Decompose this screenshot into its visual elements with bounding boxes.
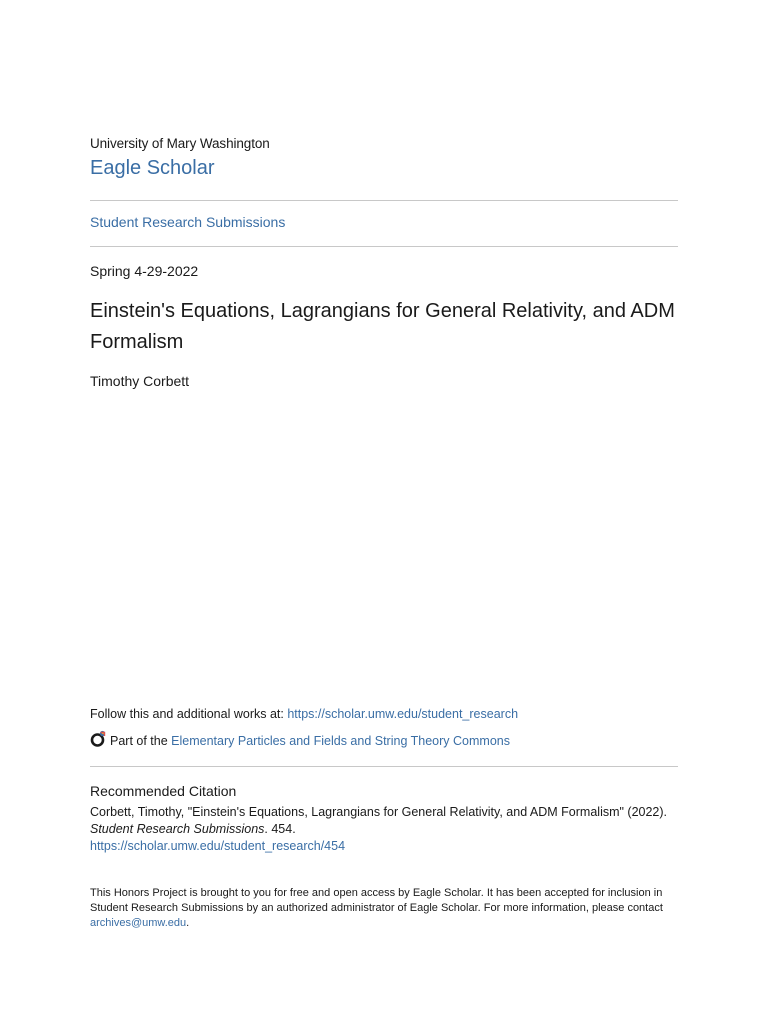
citation-heading: Recommended Citation	[90, 783, 237, 799]
citation-block	[90, 804, 678, 855]
part-of-label: Part of the	[110, 733, 168, 748]
author-name: Timothy Corbett	[90, 373, 190, 389]
institution-name: University of Mary Washington	[90, 136, 270, 151]
footer-notice	[90, 886, 678, 931]
publication-date: Spring 4-29-2022	[90, 263, 199, 279]
divider	[90, 246, 678, 247]
follow-line	[90, 707, 518, 721]
footer-text: This Honors Project is brought to you for free and open access by Eagle Scholar. It has been accepted for inclusion in Student Research Submissions by an authorized administrator of Eagle Scholar. For more information, please contact	[90, 887, 663, 914]
citation-text: Corbett, Timothy, "Einstein's Equations, Lagrangians for General Relativity, and ADM Formalism" (2022).	[90, 805, 668, 819]
part-of-line	[90, 730, 510, 751]
footer-end: .	[186, 917, 190, 929]
paper-title: Einstein's Equations, Lagrangians for General Relativity, and ADM Formalism	[90, 300, 675, 353]
citation-number: . 454.	[264, 822, 296, 836]
series-link[interactable]: Student Research Submissions	[90, 214, 286, 230]
citation-url-link[interactable]: https://scholar.umw.edu/student_research/454	[90, 839, 346, 853]
follow-label: Follow this and additional works at:	[90, 707, 288, 721]
divider	[90, 766, 678, 767]
contact-email-link[interactable]: archives@umw.edu	[90, 917, 187, 929]
citation-journal: Student Research Submissions	[90, 822, 265, 836]
commons-network-icon	[90, 730, 110, 751]
commons-link[interactable]: Elementary Particles and Fields and String Theory Commons	[171, 733, 510, 748]
divider	[90, 200, 678, 201]
follow-url-link[interactable]: https://scholar.umw.edu/student_research	[287, 707, 519, 721]
repository-link[interactable]: Eagle Scholar	[90, 157, 215, 179]
